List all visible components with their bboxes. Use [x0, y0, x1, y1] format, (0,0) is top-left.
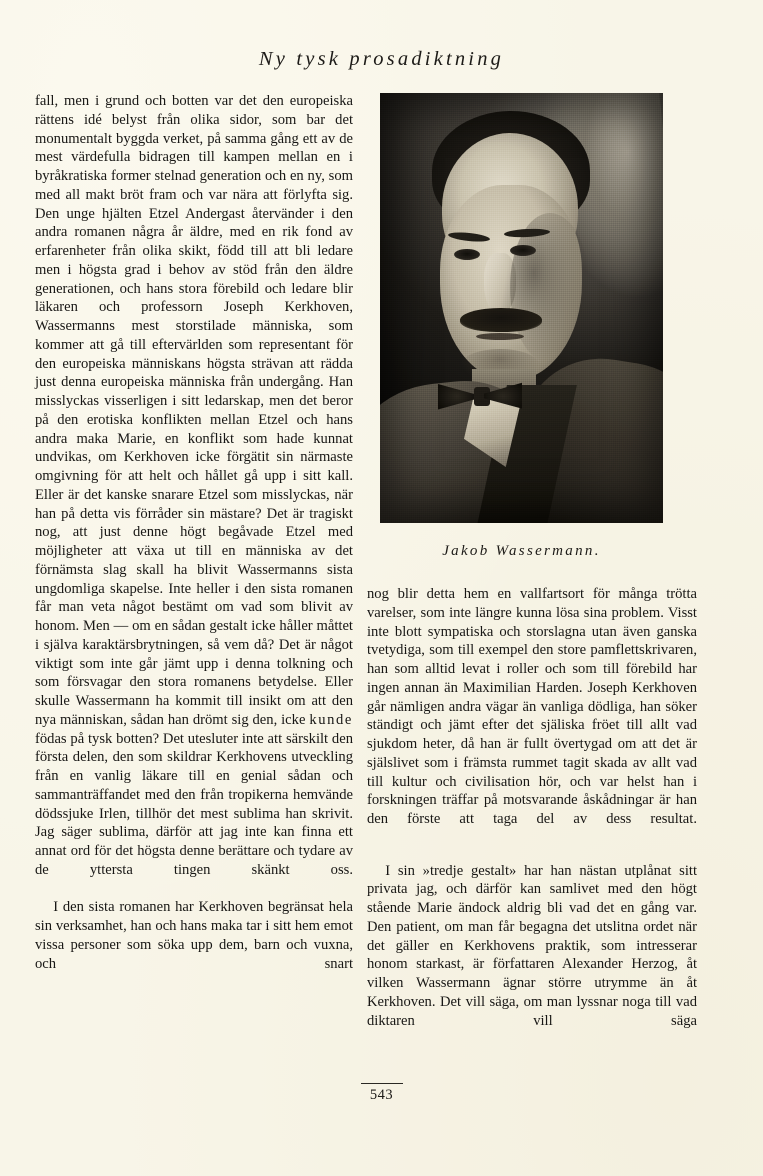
emphasised-word: kunde [309, 711, 353, 728]
page-number: 543 [369, 1087, 394, 1103]
portrait-vignette [380, 93, 663, 523]
column-left [35, 92, 353, 992]
portrait-jakob-wassermann-image [380, 93, 663, 523]
paragraph-text-part-2: födas på tysk botten? Det utesluter inte att särskilt den första delen, den som skildrar Kerkhovens utveckling från en vanlig läkare till en genial sådan och sammanträffandet med den från tropikerna hemvände dödssjuke Irlen, tillhör det mest sublima han skrivit. Jag säger sublima, därför att jag inte kan finna ett annat ord för det högsta denne berättare och tydare av de yttersta tingen skänkt oss. [35, 730, 353, 878]
column-right [367, 585, 697, 1049]
paragraph: I sin »tredje gestalt» har han nästan utplånat sitt privata jag, och därför kan samlivet med den högt stående Marie ändock aldrig bli vad det en gång var. Den patient, om man får begagna det utslitna ordet när det gäller en Kerkhovens praktik, som intresserar honom starkast, är författaren Alexander Herzog, åt vilken Wassermann ägnar större utrymme än åt Kerkhoven. Det vill säga, om man lyssnar noga till vad diktaren vill säga [367, 862, 697, 1029]
paragraph: nog blir detta hem en vallfartsort för många trötta varelser, som inte längre kunna lösa sina problem. Visst inte blott sympatiska och storslagna utan även ganska tvetydiga, som till exempel den store pamflettskrivaren, han som alltid levat i roller och som till förebild har ingen annan än Maximilian Harden. Joseph Kerkhoven går nämligen andra vägar än vanliga dödliga, han söker ständigt och jämt efter det själiska fröet till allt vad sjukdom heter, då han är fullt övertygad om att det är själslivet som i främsta rummet tagit skada av allt vad till kultur och civilisation hör, och var helst han i forskningen träffar på motsvarande åskådningar är han den förste att taga del av dess resultat. [367, 586, 697, 827]
paragraph: I den sista romanen har Kerkhoven begränsat hela sin verksamhet, han och hans maka tar i sitt hem emot vissa personer som söka upp dem, barn och vuxna, och snart [35, 899, 353, 972]
running-head: Ny tysk prosadiktning [258, 48, 505, 70]
paragraph-text-part-1: fall, men i grund och botten var det den europeiska rättens idé belyst från olika sidor, som bar det monumentalt byggda verket, på samma gång ett av de mest värdefulla bidragen till kampen mellan en i byråkratiska former stelnad generation och en ny, som med all makt bröt fram och var nära att förlyfta sig. Den unge hjälten Etzel Andergast återvänder i den andra romanen några år äldre, med en rik fond av erfarenheter från olika skikt, född till att bli ledare men i högsta grad i behov av stöd från den äldre generationen, och hans stora förebild och ledare blir läkaren och professorn Joseph Kerkhoven, Wassermanns mest storstilade människa, som kommer att gå till eftervärlden som representant för den europeiska människans högsta strävan att rädda just denna europeiska människa från undergång. Han misslyckas visserligen i sitt ledarskap, men det beror på den erotiska konflikten mellan Etzel och hans andra maka Marie, en konflikt som hade kunnat undvikas, om Kerkhoven icke förgätit sin närmaste omgivning för att helt och hållet gå upp i sitt kall. Eller är det kanske snarare Etzel som misslyckas, när han på detta vis förråder sin mästare? Det är tragiskt nog, att just denne högt begåvade Etzel med möjligheter att växa ut till en människa av det förnämsta slag skall ha blivit Wassermanns sista ungdomliga skapelse. Inte heller i den sista romanen får man veta något bestämt om vad som blivit av honom. Men — om en sådan gestalt icke håller måttet i själva karaktärsbrytningen, så vem då? Det är något viktigt som inte går jämt upp i denna tolkning och som försvagar den stora romanens betydelse. Eller skulle Wassermann ha kommit till insikt om att den nya människan, sådan han drömt sig den, icke [35, 93, 353, 728]
portrait-figure [380, 93, 663, 523]
figure-caption: Jakob Wassermann. [442, 543, 601, 559]
page-folio [0, 1083, 763, 1104]
folio-rule [361, 1083, 403, 1084]
paragraph [35, 92, 353, 898]
